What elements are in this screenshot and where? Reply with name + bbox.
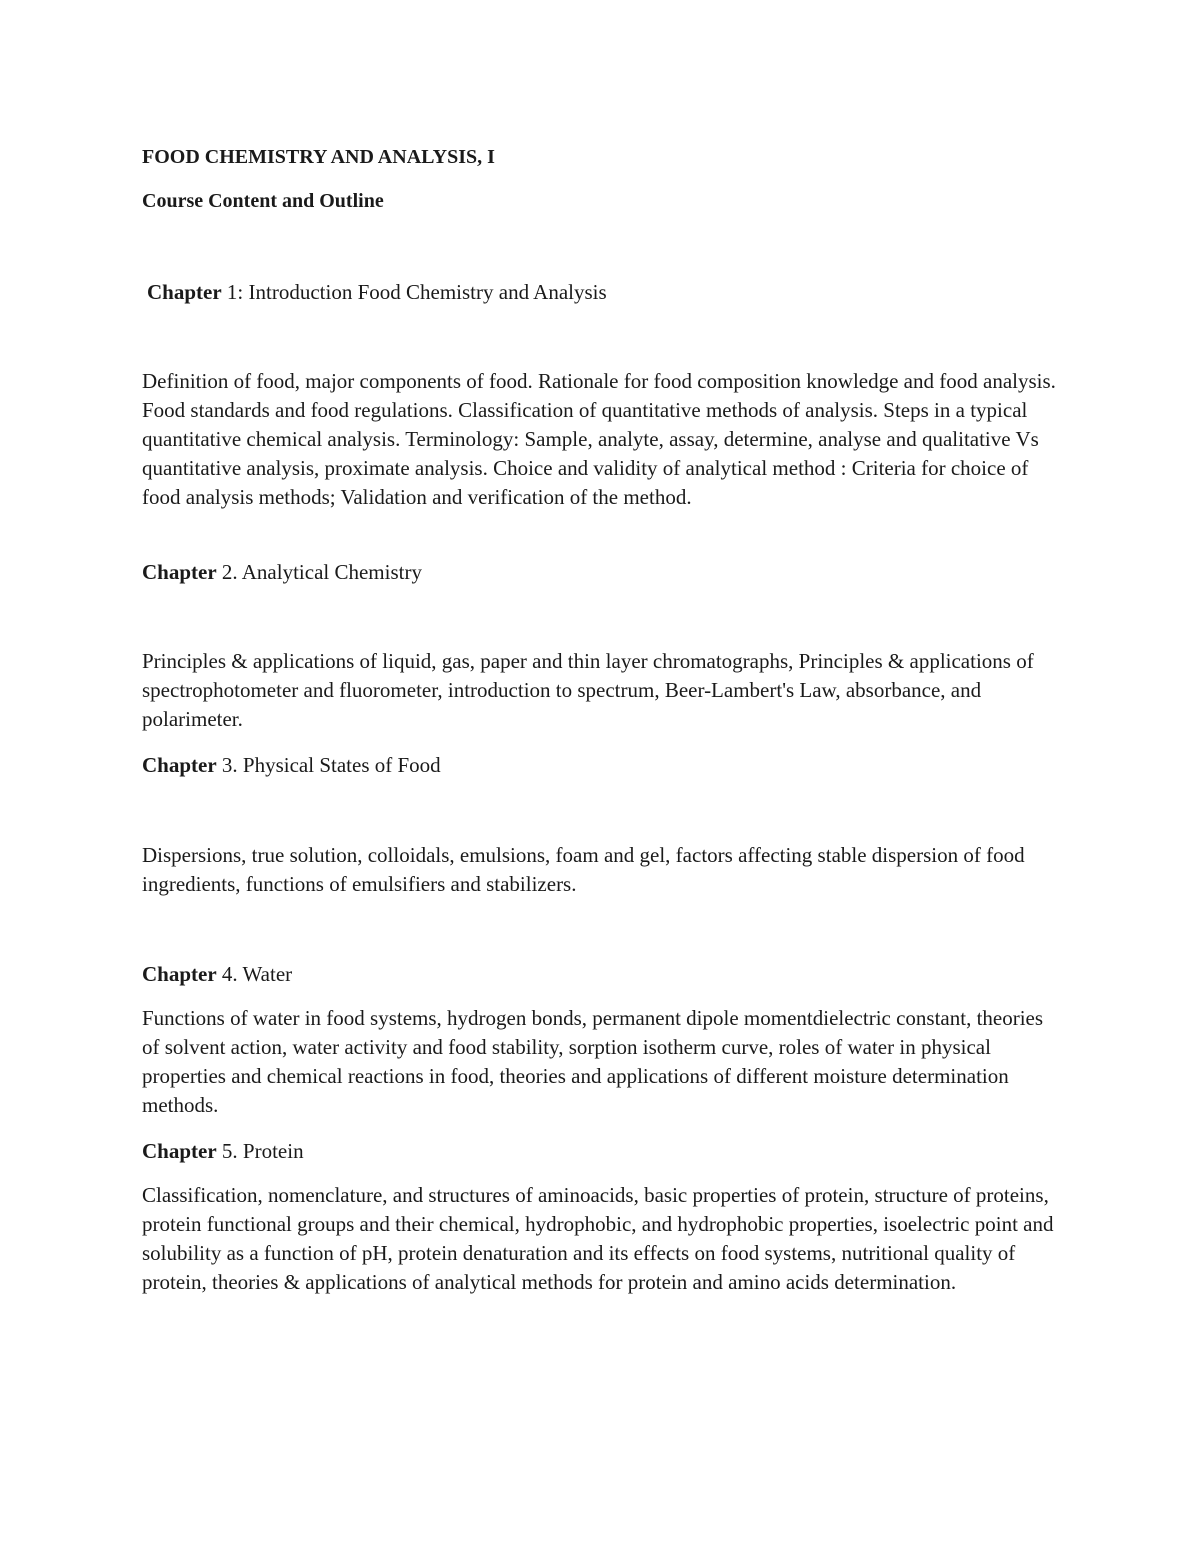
chapter-title: 4. Water (216, 962, 293, 986)
chapter-label: Chapter (142, 560, 217, 584)
chapter-title: 5. Protein (216, 1139, 304, 1163)
chapter-5-heading (142, 1137, 1062, 1166)
chapter-4-heading (142, 960, 1062, 989)
document-title: FOOD CHEMISTRY AND ANALYSIS, I (142, 146, 495, 168)
chapter-4-body: Functions of water in food systems, hydrogen bonds, permanent dipole momentdielectric constant, theories of solvent action, water activity and food stability, sorption isotherm curve, roles of water in physical properties and chemical reactions in food, theories and applications of different moisture determination methods. (142, 1006, 1044, 1117)
chapter-3-heading (142, 751, 1062, 780)
chapter-label: Chapter (142, 1139, 217, 1163)
chapter-2-heading (142, 558, 1062, 587)
chapter-label: Chapter (142, 962, 217, 986)
chapter-5-body: Classification, nomenclature, and structures of aminoacids, basic properties of protein, structure of proteins, protein functional groups and their chemical, hydrophobic, and hydrophobic properties, isoelectric point and solubility as a function of pH, protein denaturation and its effects on food systems, nutritional quality of protein, theories & applications of analytical methods for protein and amino acids determination. (142, 1183, 1054, 1294)
chapter-label: Chapter (147, 280, 222, 304)
chapter-3-body: Dispersions, true solution, colloidals, emulsions, foam and gel, factors affecting stable dispersion of food ingredients, functions of emulsifiers and stabilizers. (142, 843, 1025, 896)
chapter-2-body: Principles & applications of liquid, gas, paper and thin layer chromatographs, Principles & applications of spectrophotometer and fluorometer, introduction to spectrum, Beer-Lambert's Law, absorbance, and polarimeter. (142, 649, 1034, 731)
document-subtitle: Course Content and Outline (142, 190, 384, 212)
chapter-title: 2. Analytical Chemistry (216, 560, 422, 584)
chapter-label: Chapter (142, 753, 217, 777)
chapter-title: 1: Introduction Food Chemistry and Analysis (221, 280, 607, 304)
chapter-1-heading (147, 278, 1067, 307)
chapter-1-body: Definition of food, major components of food. Rationale for food composition knowledge and food analysis. Food standards and food regulations. Classification of quantitative methods of analysis. Steps in a typical quantitative chemical analysis. Terminology: Sample, analyte, assay, determine, analyse and qualitative Vs quantitative analysis, proximate analysis. Choice and validity of analytical method : Criteria for choice of food analysis methods; Validation and verification of the method. (142, 369, 1056, 509)
chapter-title: 3. Physical States of Food (216, 753, 441, 777)
